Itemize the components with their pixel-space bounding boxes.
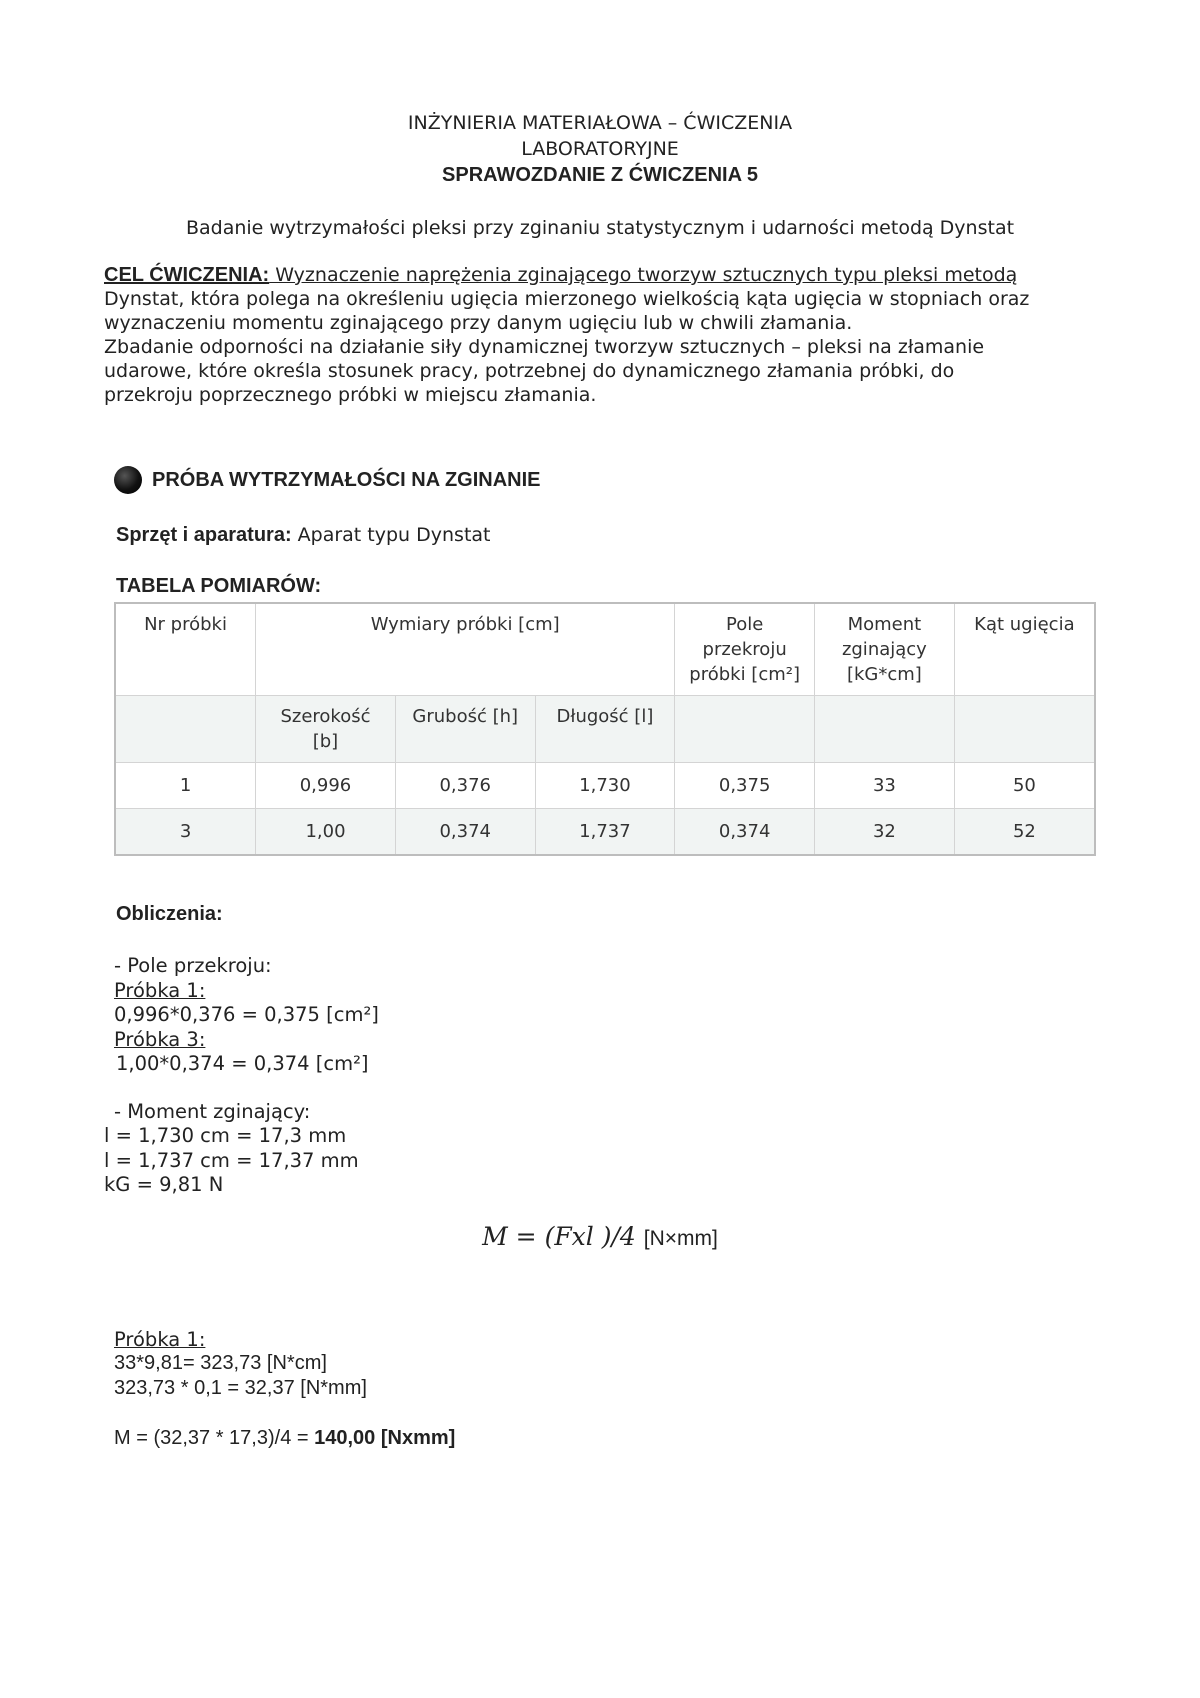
th-area-l1: Pole [725, 614, 764, 635]
table-cell: 1,737 [535, 809, 675, 856]
length-1: l = 1,730 cm = 17,3 mm [104, 1124, 347, 1147]
table-cell: 32 [815, 809, 955, 856]
th-area [675, 603, 815, 696]
table-cell: 0,374 [395, 809, 535, 856]
bullet-icon [114, 466, 142, 494]
goal-line6: przekroju poprzecznego próbki w miejscu złamania. [104, 384, 597, 406]
doc-subtitle: Badanie wytrzymałości pleksi przy zginaniu statystycznym i udarności metodą Dynstat [185, 217, 1015, 239]
table-cell: 3 [115, 809, 256, 856]
goal-label: CEL ĆWICZENIA: [104, 264, 270, 286]
equipment-line [116, 524, 491, 547]
goal-line2: Dynstat, która polega na określeniu ugięcia mierzonego wielkością kąta ugięcia w stopniach oraz [104, 288, 1030, 310]
table-row [115, 763, 1095, 809]
goal-text-start: Wyznaczenie naprężenia zginającego tworzyw sztucznych typu pleksi metodą [269, 264, 1018, 286]
table-cell: 50 [954, 763, 1095, 809]
th-width-l2: [b] [312, 731, 339, 752]
th-sample-nr: Nr próbki [115, 603, 256, 696]
area-label: - Pole przekroju: [114, 954, 272, 977]
th-width-l1: Szerokość [280, 706, 371, 727]
moment-label: - Moment zginający: [114, 1100, 311, 1123]
th-empty [115, 696, 256, 763]
table-subheader-row [115, 696, 1095, 763]
sample3-area: 1,00*0,374 = 0,374 [cm²] [116, 1052, 369, 1075]
th-moment-l2: zginający [841, 639, 927, 660]
table-row [115, 809, 1095, 856]
th-empty [675, 696, 815, 763]
table-cell: 0,376 [395, 763, 535, 809]
p1-line2: 323,73 * 0,1 = 32,37 [N*mm] [114, 1377, 367, 1399]
formula-unit: [N×mm] [643, 1227, 718, 1250]
doc-title-line2: LABORATORYJNE [521, 138, 679, 160]
sample1-area: 0,996*0,376 = 0,375 [cm²] [114, 1003, 379, 1026]
th-empty [815, 696, 955, 763]
table-header-row [115, 603, 1095, 696]
goal-line5: udarowe, które określa stosunek pracy, potrzebnej do dynamicznego złamania próbki, do [104, 360, 955, 382]
p1-result-value: 140,00 [Nxmm] [314, 1427, 456, 1449]
length-2: l = 1,737 cm = 17,37 mm [104, 1149, 359, 1172]
p1-result [114, 1427, 455, 1450]
th-area-l3: próbki [cm²] [689, 664, 800, 685]
table-title: TABELA POMIARÓW: [116, 575, 322, 597]
doc-title-line1: INŻYNIERIA MATERIAŁOWA – ĆWICZENIA [407, 112, 793, 134]
calc-title: Obliczenia: [116, 903, 223, 925]
goal-line3: wyznaczeniu momentu zginającego przy danym ugięciu lub w chwili złamania. [104, 312, 853, 334]
th-thickness: Grubość [h] [395, 696, 535, 763]
goal-line4: Zbadanie odporności na działanie siły dynamicznej tworzyw sztucznych – pleksi na złamanie [104, 336, 985, 358]
equipment-value: Aparat typu Dynstat [291, 524, 491, 546]
section-title: PRÓBA WYTRZYMAŁOŚCI NA ZGINANIE [152, 469, 541, 491]
th-moment-l1: Moment [847, 614, 922, 635]
table-cell: 0,375 [675, 763, 815, 809]
table-cell: 1 [115, 763, 256, 809]
table-cell: 1,00 [256, 809, 396, 856]
goal-line1 [104, 263, 1017, 288]
th-length: Długość [l] [535, 696, 675, 763]
table-cell: 52 [954, 809, 1095, 856]
measurement-table [114, 602, 1096, 856]
sample1-label: Próbka 1: [114, 979, 206, 1002]
moment-formula [0, 1222, 1200, 1251]
th-moment-l3: [kG*cm] [846, 664, 922, 685]
table-cell: 33 [815, 763, 955, 809]
th-width [256, 696, 396, 763]
th-area-l2: przekroju [702, 639, 787, 660]
doc-title-line3: SPRAWOZDANIE Z ĆWICZENIA 5 [442, 164, 758, 186]
sample3-label: Próbka 3: [114, 1028, 206, 1051]
th-angle: Kąt ugięcia [954, 603, 1095, 696]
formula-main: M = (Fxl )/4 [482, 1222, 636, 1251]
p1-line1: 33*9,81= 323,73 [N*cm] [114, 1352, 327, 1374]
table-cell: 0,996 [256, 763, 396, 809]
p1-label: Próbka 1: [114, 1328, 206, 1351]
table-cell: 1,730 [535, 763, 675, 809]
th-dimensions: Wymiary próbki [cm] [256, 603, 675, 696]
p1-result-prefix: M = (32,37 * 17,3)/4 = [114, 1427, 315, 1449]
th-empty [954, 696, 1095, 763]
kg-conversion: kG = 9,81 N [104, 1173, 224, 1196]
table-cell: 0,374 [675, 809, 815, 856]
th-moment [815, 603, 955, 696]
equipment-label: Sprzęt i aparatura: [116, 524, 292, 546]
